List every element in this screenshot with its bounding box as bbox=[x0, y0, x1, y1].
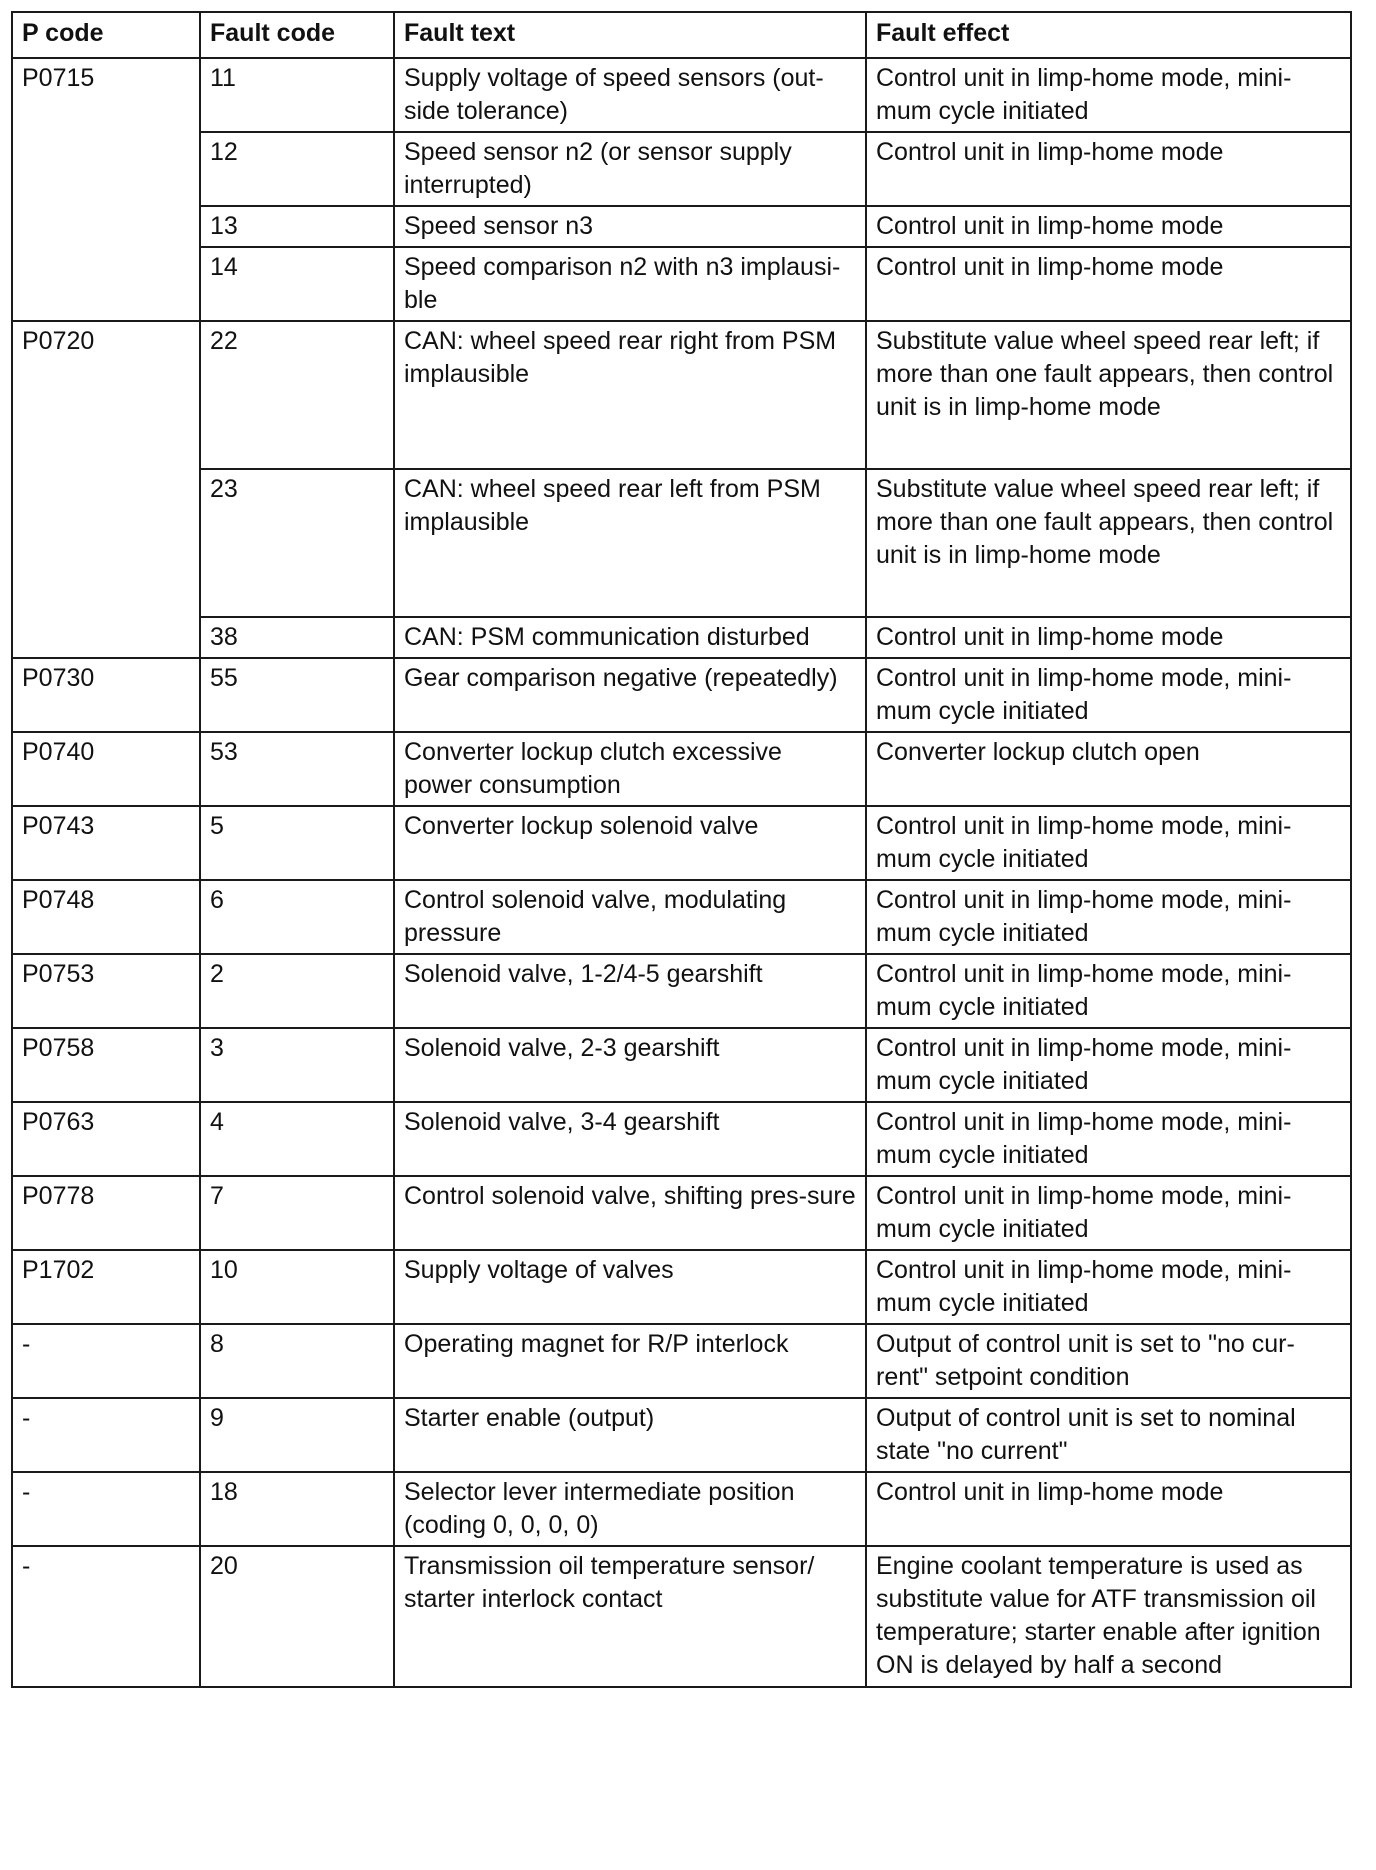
fault-effect-cell: Control unit in limp-home mode bbox=[866, 617, 1351, 658]
table-row bbox=[12, 1324, 1351, 1398]
fault-code-cell: 22 bbox=[200, 321, 394, 469]
fault-code-cell: 9 bbox=[200, 1398, 394, 1472]
p-code-cell: - bbox=[12, 1472, 200, 1546]
table-row bbox=[12, 658, 1351, 732]
fault-effect-cell: Control unit in limp-home mode bbox=[866, 247, 1351, 321]
fault-text-cell: Speed sensor n2 (or sensor supply interrupted) bbox=[394, 132, 866, 206]
fault-text-cell: Solenoid valve, 3-4 gearshift bbox=[394, 1102, 866, 1176]
table-row bbox=[12, 954, 1351, 1028]
fault-text-cell: CAN: wheel speed rear left from PSM implausible bbox=[394, 469, 866, 617]
fault-text-cell: Supply voltage of valves bbox=[394, 1250, 866, 1324]
fault-effect-cell: Control unit in limp-home mode, mini-mum cycle initiated bbox=[866, 1028, 1351, 1102]
fault-text-cell: Gear comparison negative (repeatedly) bbox=[394, 658, 866, 732]
fault-code-cell: 55 bbox=[200, 658, 394, 732]
fault-text-cell: Control solenoid valve, modulating pressure bbox=[394, 880, 866, 954]
header-fault-code: Fault code bbox=[200, 12, 394, 58]
p-code-cell: P0740 bbox=[12, 732, 200, 806]
fault-effect-cell: Control unit in limp-home mode bbox=[866, 206, 1351, 247]
p-code-cell: P0778 bbox=[12, 1176, 200, 1250]
fault-code-cell: 8 bbox=[200, 1324, 394, 1398]
fault-text-cell: Solenoid valve, 1-2/4-5 gearshift bbox=[394, 954, 866, 1028]
fault-text-cell: Starter enable (output) bbox=[394, 1398, 866, 1472]
table-row bbox=[12, 1546, 1351, 1687]
fault-text-cell: CAN: wheel speed rear right from PSM implausible bbox=[394, 321, 866, 469]
p-code-cell: P0730 bbox=[12, 658, 200, 732]
fault-effect-cell: Control unit in limp-home mode, mini-mum cycle initiated bbox=[866, 1250, 1351, 1324]
fault-code-cell: 4 bbox=[200, 1102, 394, 1176]
fault-effect-cell: Control unit in limp-home mode, mini-mum cycle initiated bbox=[866, 1102, 1351, 1176]
fault-code-cell: 23 bbox=[200, 469, 394, 617]
table-row bbox=[12, 732, 1351, 806]
fault-text-cell: Operating magnet for R/P interlock bbox=[394, 1324, 866, 1398]
table-row bbox=[12, 806, 1351, 880]
fault-effect-cell: Control unit in limp-home mode bbox=[866, 132, 1351, 206]
fault-text-cell: Transmission oil temperature sensor/ starter interlock contact bbox=[394, 1546, 866, 1687]
fault-code-cell: 2 bbox=[200, 954, 394, 1028]
fault-text-cell: Converter lockup solenoid valve bbox=[394, 806, 866, 880]
fault-code-table bbox=[11, 11, 1352, 1688]
fault-effect-cell: Control unit in limp-home mode, mini-mum cycle initiated bbox=[866, 658, 1351, 732]
table-row bbox=[12, 1028, 1351, 1102]
fault-text-cell: Supply voltage of speed sensors (out-side tolerance) bbox=[394, 58, 866, 132]
table-row bbox=[12, 132, 1351, 206]
fault-effect-cell: Control unit in limp-home mode, mini-mum cycle initiated bbox=[866, 806, 1351, 880]
fault-code-cell: 38 bbox=[200, 617, 394, 658]
fault-effect-cell: Output of control unit is set to nominal state "no current" bbox=[866, 1398, 1351, 1472]
header-fault-text: Fault text bbox=[394, 12, 866, 58]
fault-code-cell: 3 bbox=[200, 1028, 394, 1102]
table-row bbox=[12, 1176, 1351, 1250]
document-page bbox=[11, 11, 1350, 1688]
p-code-cell: P0753 bbox=[12, 954, 200, 1028]
fault-code-cell: 7 bbox=[200, 1176, 394, 1250]
fault-effect-cell: Control unit in limp-home mode, mini-mum cycle initiated bbox=[866, 58, 1351, 132]
p-code-cell: P1702 bbox=[12, 1250, 200, 1324]
table-row bbox=[12, 1472, 1351, 1546]
header-p-code: P code bbox=[12, 12, 200, 58]
table-row bbox=[12, 58, 1351, 132]
fault-text-cell: Solenoid valve, 2-3 gearshift bbox=[394, 1028, 866, 1102]
fault-effect-cell: Control unit in limp-home mode, mini-mum cycle initiated bbox=[866, 880, 1351, 954]
p-code-cell: P0758 bbox=[12, 1028, 200, 1102]
table-row bbox=[12, 206, 1351, 247]
table-header-row bbox=[12, 12, 1351, 58]
fault-text-cell: Speed comparison n2 with n3 implausi-ble bbox=[394, 247, 866, 321]
table-row bbox=[12, 321, 1351, 469]
fault-code-cell: 12 bbox=[200, 132, 394, 206]
fault-effect-cell: Engine coolant temperature is used as substitute value for ATF transmission oil temperature; starter enable after ignition ON is delayed by half a second bbox=[866, 1546, 1351, 1687]
fault-code-cell: 53 bbox=[200, 732, 394, 806]
p-code-cell: - bbox=[12, 1324, 200, 1398]
fault-effect-cell: Control unit in limp-home mode bbox=[866, 1472, 1351, 1546]
fault-effect-cell: Control unit in limp-home mode, mini-mum cycle initiated bbox=[866, 1176, 1351, 1250]
fault-code-cell: 20 bbox=[200, 1546, 394, 1687]
fault-code-cell: 5 bbox=[200, 806, 394, 880]
fault-effect-cell: Output of control unit is set to "no cur-rent" setpoint condition bbox=[866, 1324, 1351, 1398]
table-row bbox=[12, 880, 1351, 954]
fault-text-cell: Converter lockup clutch excessive power consumption bbox=[394, 732, 866, 806]
fault-effect-cell: Converter lockup clutch open bbox=[866, 732, 1351, 806]
table-row bbox=[12, 617, 1351, 658]
fault-effect-cell: Substitute value wheel speed rear left; if more than one fault appears, then control unit is in limp-home mode bbox=[866, 321, 1351, 469]
fault-code-cell: 18 bbox=[200, 1472, 394, 1546]
table-row bbox=[12, 1398, 1351, 1472]
p-code-cell: P0748 bbox=[12, 880, 200, 954]
table-row bbox=[12, 1250, 1351, 1324]
table-row bbox=[12, 1102, 1351, 1176]
fault-text-cell: Selector lever intermediate position (coding 0, 0, 0, 0) bbox=[394, 1472, 866, 1546]
table-row bbox=[12, 469, 1351, 617]
fault-code-cell: 6 bbox=[200, 880, 394, 954]
p-code-cell: P0715 bbox=[12, 58, 200, 321]
p-code-cell: P0763 bbox=[12, 1102, 200, 1176]
p-code-cell: - bbox=[12, 1546, 200, 1687]
p-code-cell: P0743 bbox=[12, 806, 200, 880]
fault-text-cell: Control solenoid valve, shifting pres-sure bbox=[394, 1176, 866, 1250]
p-code-cell: P0720 bbox=[12, 321, 200, 658]
fault-code-cell: 14 bbox=[200, 247, 394, 321]
fault-code-cell: 13 bbox=[200, 206, 394, 247]
header-fault-effect: Fault effect bbox=[866, 12, 1351, 58]
fault-effect-cell: Control unit in limp-home mode, mini-mum cycle initiated bbox=[866, 954, 1351, 1028]
fault-code-cell: 10 bbox=[200, 1250, 394, 1324]
fault-text-cell: Speed sensor n3 bbox=[394, 206, 866, 247]
p-code-cell: - bbox=[12, 1398, 200, 1472]
fault-text-cell: CAN: PSM communication disturbed bbox=[394, 617, 866, 658]
fault-effect-cell: Substitute value wheel speed rear left; if more than one fault appears, then control unit is in limp-home mode bbox=[866, 469, 1351, 617]
fault-code-cell: 11 bbox=[200, 58, 394, 132]
table-row bbox=[12, 247, 1351, 321]
